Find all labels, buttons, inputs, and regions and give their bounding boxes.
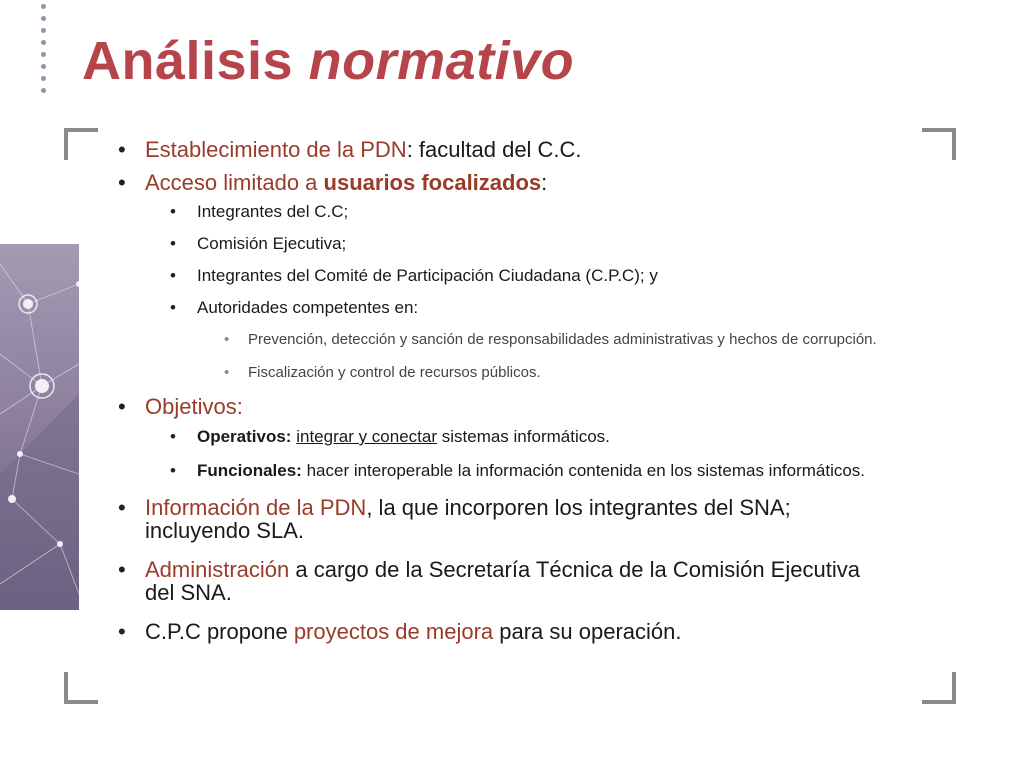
bullet-objetivos: • Objetivos:: [118, 395, 878, 418]
subbullet-operativos: • Operativos: integrar y conectar sistemas informáticos.: [170, 427, 878, 447]
subbullet-integrantes-cpc: • Integrantes del Comité de Participación Ciudadana (C.P.C); y: [170, 266, 878, 286]
corner-bracket-bottom-left: [64, 672, 98, 704]
slide-content: [118, 138, 878, 653]
subsubbullet-fiscalizacion: • Fiscalización y control de recursos públicos.: [220, 361, 878, 384]
title-part1: Análisis: [82, 31, 309, 91]
network-pattern-image: [0, 244, 79, 610]
corner-bracket-top-right: [922, 128, 956, 160]
subbullet-autoridades: • Autoridades competentes en:: [170, 298, 878, 318]
bullet-list: [118, 138, 878, 643]
corner-bracket-bottom-right: [922, 672, 956, 704]
subbullet-comision-ejecutiva: • Comisión Ejecutiva;: [170, 234, 878, 254]
subbullet-funcionales: • Funcionales: hacer interoperable la información contenida en los sistemas informáticos.: [170, 459, 878, 482]
subbullet-integrantes-cc: • Integrantes del C.C;: [170, 202, 878, 222]
slide-title: [82, 30, 574, 92]
bullet-cpc-propone: • C.P.C propone proyectos de mejora para su operación.: [118, 620, 878, 643]
bullet-informacion-pdn: • Información de la PDN, la que incorporen los integrantes del SNA; incluyendo SLA.: [118, 496, 878, 542]
bullet-administracion: • Administración a cargo de la Secretaría Técnica de la Comisión Ejecutiva del SNA.: [118, 558, 878, 604]
bullet-establecimiento: • Establecimiento de la PDN: facultad del C.C.: [118, 138, 878, 161]
corner-bracket-top-left: [64, 128, 98, 160]
subsubbullet-prevencion: • Prevención, detección y sanción de responsabilidades administrativas y hechos de corrupción.: [220, 328, 878, 352]
decorative-dots: [40, 4, 48, 100]
bullet-acceso: • Acceso limitado a usuarios focalizados:: [118, 171, 878, 194]
title-part2: normativo: [308, 31, 575, 91]
